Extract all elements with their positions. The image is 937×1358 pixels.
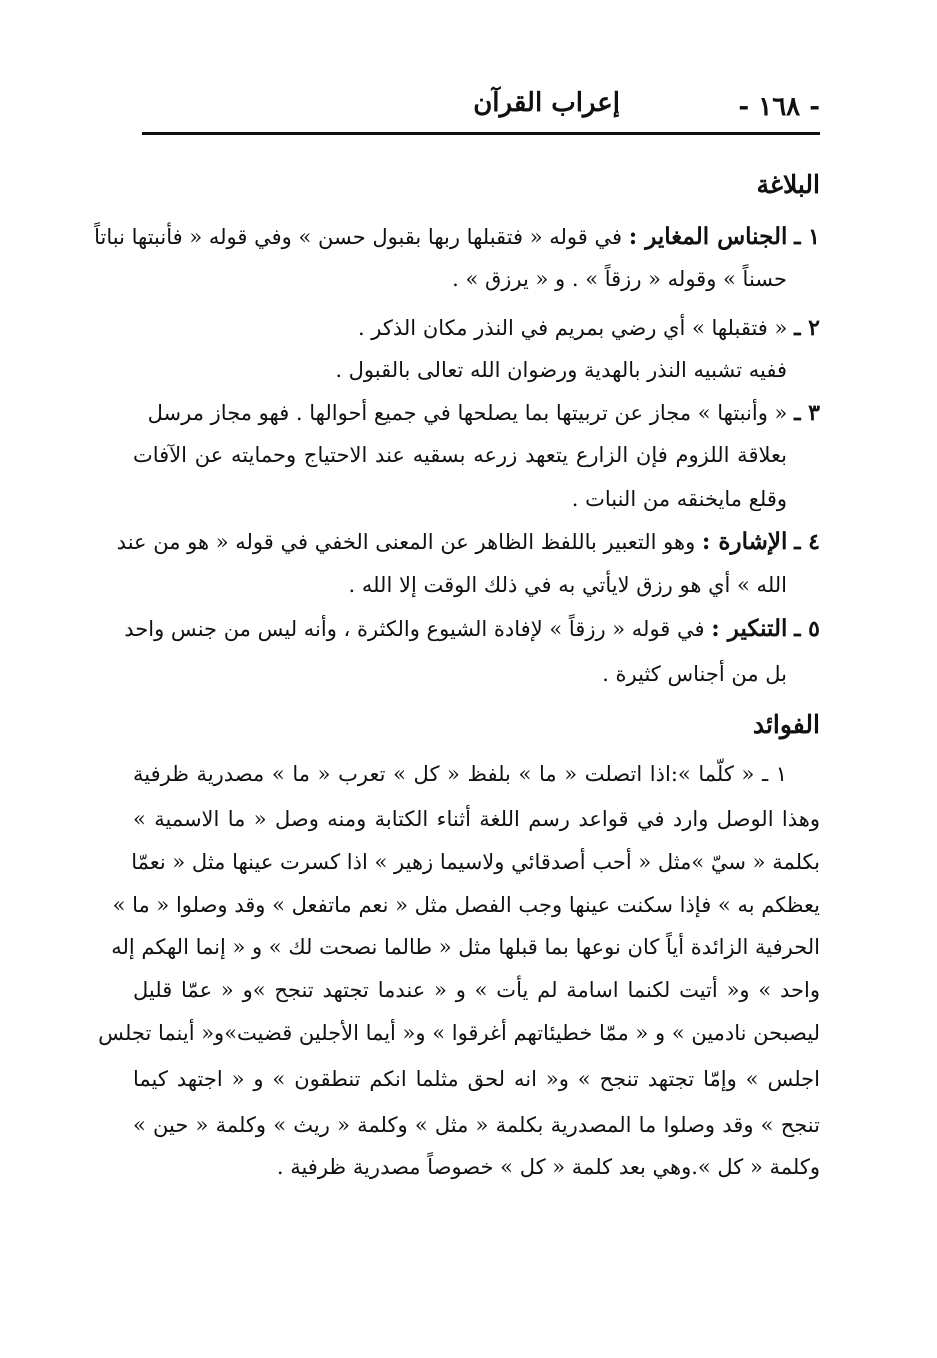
heading-fawaid: الفوائد (752, 710, 820, 739)
fawaid-line: الحرفية الزائدة أياً كان نوعها بما قبلها مثل « طالما نصحت لك » و « إنما الهكم إله (111, 935, 820, 959)
balagha-item-4-line-1 (116, 525, 820, 559)
balagha-item-2-line-2: ففيه تشبيه النذر بالهدية ورضوان الله تعالى بالقبول . (335, 358, 787, 382)
term: التنكير : (711, 615, 788, 642)
item-text: في قوله « فتقبلها ربها بقبول حسن » وفي قوله « فأنبتها نباتاً (94, 225, 623, 249)
item-number: ١ ـ (794, 224, 820, 250)
item-number: ٥ ـ (794, 616, 820, 642)
balagha-item-3-line-3: وقلع مايخنقه من النبات . (571, 487, 787, 511)
balagha-item-1-line-2: حسناً » وقوله « رزقاً » . و « يرزق » . (452, 267, 787, 291)
running-title: إعراب القرآن (473, 88, 620, 118)
balagha-item-5-line-2: بل من أجناس كثيرة . (602, 662, 787, 686)
fawaid-line: وهذا الوصل وارد في قواعد رسم اللغة أثناء الكتابة ومنه وصل « ما الاسمية » (133, 807, 820, 831)
fawaid-line: اجلس » وإمّا تجتهد تنجح » و« انه لحق مثلما انكم تنطقون » و « اجتهد كيما (133, 1067, 820, 1091)
balagha-item-4-line-2: الله » أي هو رزق لايأتي به في ذلك الوقت إلا الله . (348, 573, 787, 597)
fawaid-line: تنجح » وقد وصلوا ما المصدرية بكلمة « مثل » وكلمة « ريث » وكلمة « حين » (133, 1113, 820, 1137)
balagha-item-5-line-1 (124, 612, 820, 646)
term: الإشارة : (701, 528, 788, 555)
header-rule (142, 132, 820, 135)
fawaid-line: بكلمة « سيّ »مثل « أحب أصدقائي ولاسيما زهير » اذا كسرت عينها مثل « نعمّا (131, 850, 820, 874)
item-text: « وأنبتها » مجاز عن تربيتها بما يصلحها في جميع أحوالها . فهو مجاز مرسل (147, 401, 788, 425)
balagha-item-1-line-1 (94, 220, 820, 254)
page-header (138, 88, 820, 134)
fawaid-line: واحد » و« أتيت لكنما اسامة لم يأت » و « عندما تجتهد تنجح »و « عمّا قليل (133, 978, 820, 1002)
item-number: ٣ ـ (794, 400, 820, 426)
item-text: وهو التعبير باللفظ الظاهر عن المعنى الخفي في قوله « هو من عند (116, 530, 696, 554)
item-number: ٢ ـ (794, 315, 820, 341)
balagha-item-3-line-2: بعلاقة اللزوم فإن الزارع يتعهد زرعه بسقيه عند الاحتياج وحمايته عن الآفات (133, 443, 787, 467)
fawaid-line: ١ ـ « كلّما »:اذا اتصلت « ما » بلفظ « كل » تعرب « ما » مصدرية ظرفية (133, 762, 787, 786)
fawaid-line: ليصبحن نادمين » و « ممّا خطيئاتهم أغرقوا » و« أيما الأجلين قضيت»و« أينما تجلس (98, 1021, 820, 1045)
item-text: « فتقبلها » أي رضي بمريم في النذر مكان الذكر . (357, 316, 788, 340)
balagha-item-3-line-1 (148, 396, 820, 430)
page-number: - ١٦٨ - (738, 92, 820, 122)
fawaid-line: يعظكم به » فإذا سكنت عينها وجب الفصل مثل « نعم ماتفعل » وقد وصلوا « ما » (112, 893, 820, 917)
term: الجناس المغاير : (628, 223, 788, 250)
item-text: في قوله « رزقاً » لإفادة الشيوع والكثرة ، وأنه ليس من جنس واحد (124, 617, 705, 641)
balagha-item-2-line-1 (358, 311, 820, 345)
fawaid-line: وكلمة « كل ».وهي بعد كلمة « كل » خصوصاً مصدرية ظرفية . (276, 1155, 820, 1179)
heading-balagha: البلاغة (756, 170, 820, 199)
item-number: ٤ ـ (794, 529, 820, 555)
